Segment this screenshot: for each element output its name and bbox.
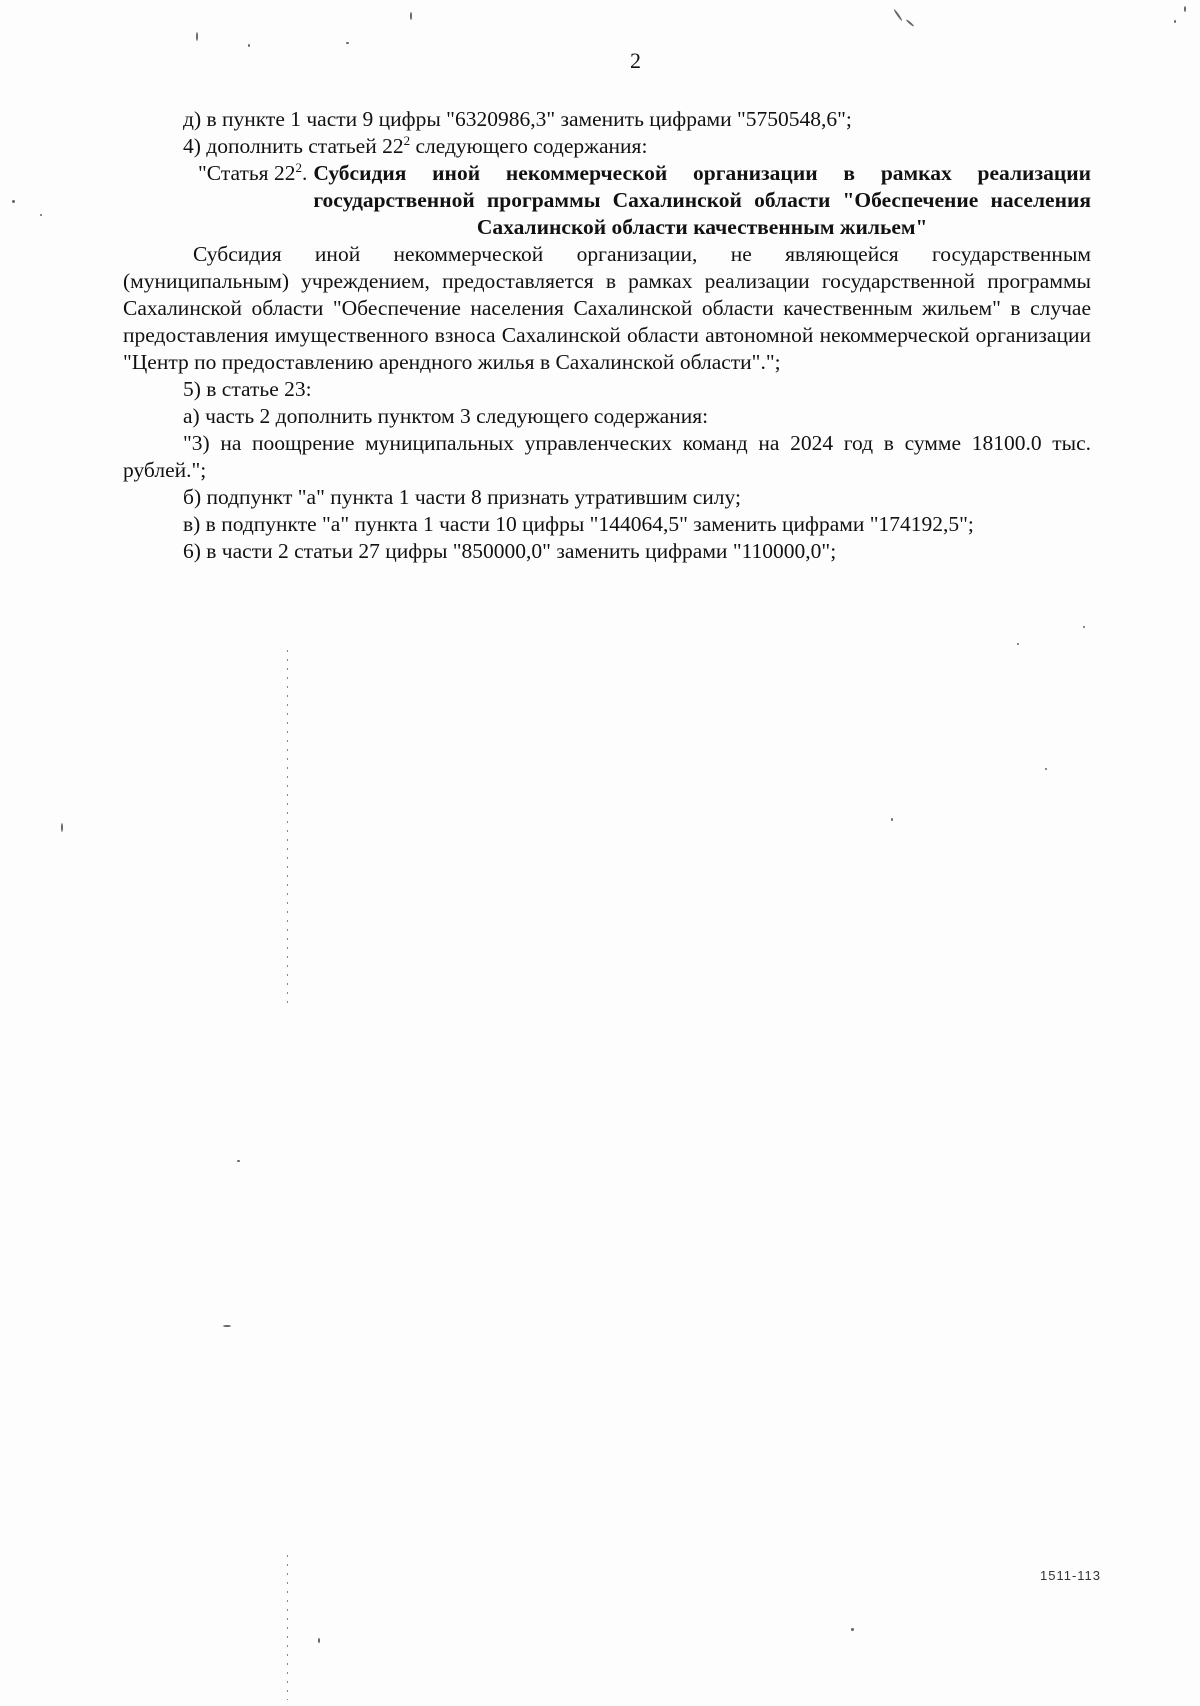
item-5v: в) в подпункте "а" пункта 1 части 10 цифры "144064,5" заменить цифрами "174192,5"; <box>183 512 974 536</box>
scan-speck <box>906 19 915 27</box>
scan-speck <box>12 200 15 203</box>
article-lead <box>123 160 307 241</box>
scan-speck <box>891 818 893 821</box>
article-lead-superscript: 2 <box>295 159 302 175</box>
scan-speck <box>1184 6 1186 12</box>
binding-line <box>287 650 288 1010</box>
document-body <box>123 106 1091 565</box>
item-5a-quote: "3) на поощрение муниципальных управленческих команд на 2024 год в сумме 18100.0 тыс. рублей."; <box>123 431 1091 482</box>
scan-speck <box>318 1638 320 1643</box>
scan-speck <box>1045 768 1047 770</box>
item-4-superscript: 2 <box>403 132 411 148</box>
footer-code: 1511-113 <box>1040 1568 1102 1583</box>
item-4-text: 4) дополнить статьей 22 <box>183 134 404 158</box>
item-4-text-end: следующего содержания: <box>410 134 648 158</box>
scan-speck <box>237 1160 240 1162</box>
scan-speck <box>346 42 349 44</box>
item-5: 5) в статье 23: <box>183 377 312 401</box>
item-5a: а) часть 2 дополнить пунктом 3 следующего содержания: <box>183 404 709 428</box>
article-lead-dot: . <box>301 161 308 185</box>
scan-speck <box>410 12 412 20</box>
article-lead-text: "Статья 22 <box>198 161 296 185</box>
page-number: 2 <box>630 48 641 73</box>
item-5b: б) подпункт "а" пункта 1 части 8 признать утратившим силу; <box>183 485 741 509</box>
scan-speck <box>61 823 63 832</box>
scan-speck <box>893 9 903 22</box>
item-d: д) в пункте 1 части 9 цифры "6320986,3" заменить цифрами "5750548,6"; <box>183 107 852 131</box>
binding-line <box>287 1555 288 1700</box>
article-heading <box>123 160 1091 241</box>
scan-speck <box>1017 643 1019 645</box>
article-title: Субсидия иной некоммерческой организации в рамках реализации государственной программы Сахалинской области "Обеспечение населения Сахалинской области качественным жильем" <box>313 161 1091 239</box>
scan-speck <box>851 1628 854 1631</box>
scan-speck <box>40 214 42 216</box>
scan-speck <box>1174 20 1176 23</box>
item-4 <box>123 133 1091 160</box>
item-6: 6) в части 2 статьи 27 цифры "850000,0" заменить цифрами "110000,0"; <box>183 539 837 563</box>
scan-speck <box>248 44 250 47</box>
scan-speck <box>223 1325 231 1327</box>
scan-speck <box>1083 626 1085 628</box>
article-body: Субсидия иной некоммерческой организации, не являющейся государственным (муниципальным) учреждением, предоставляется в рамках реализации государственной программы Сахалинской области "Обеспечение населения Сахалинской области качественным жильем" в случае предоставления имущественного взноса Сахалинской области автономной некоммерческой организации "Центр по предоставлению арендного жилья в Сахалинской области"."; <box>123 242 1091 374</box>
scan-speck <box>196 32 198 41</box>
